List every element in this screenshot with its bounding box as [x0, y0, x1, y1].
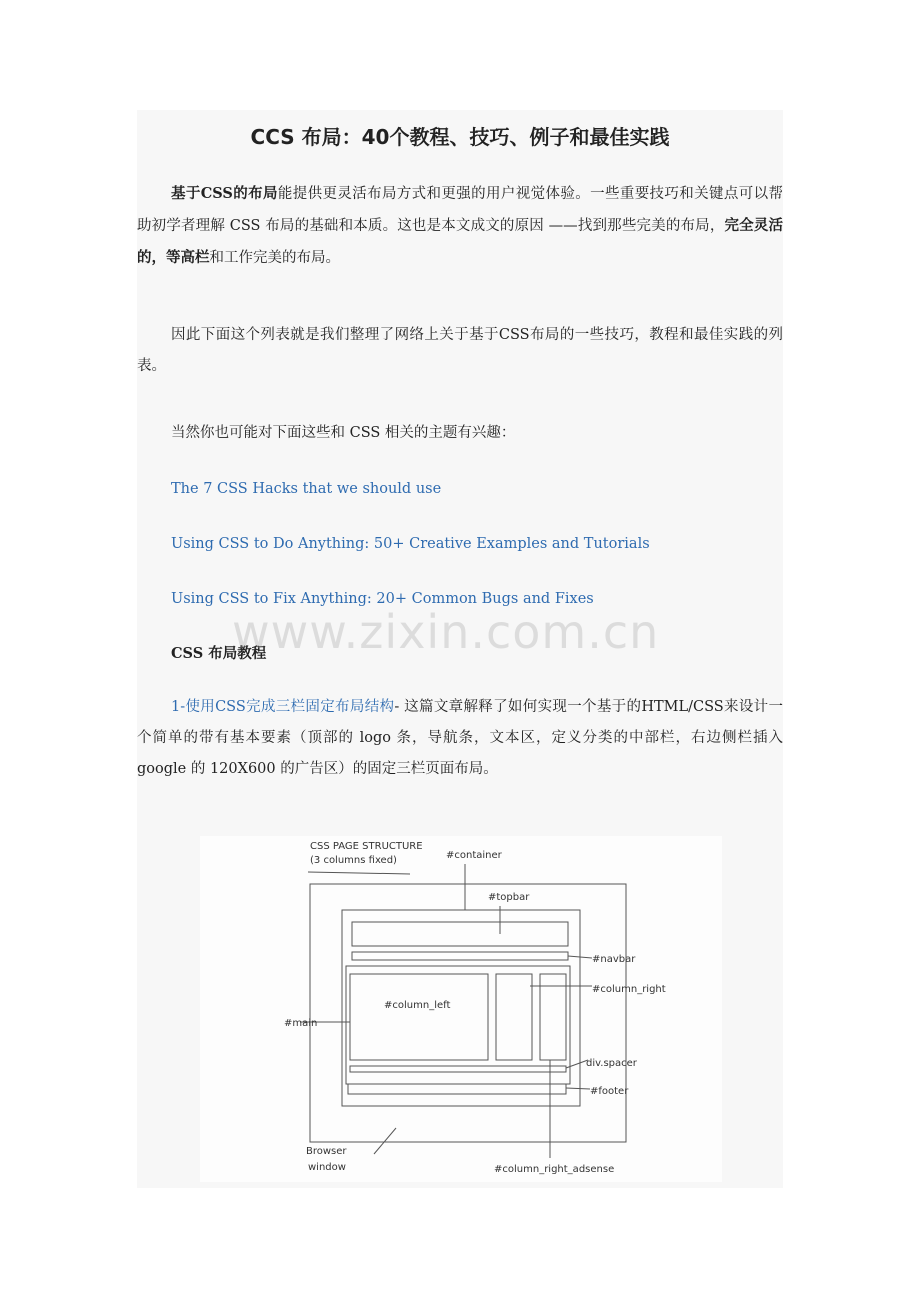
browser-window-box — [310, 884, 626, 1142]
article-title: CCS 布局：40个教程、技巧、例子和最佳实践 — [250, 125, 670, 149]
label-adsense: #column_right_adsense — [494, 1164, 615, 1175]
tutorial-item-1 — [137, 692, 783, 785]
figure-heading-2: (3 columns fixed) — [310, 855, 397, 866]
label-spacer: div.spacer — [586, 1058, 637, 1069]
related-link-css-anything[interactable]: Using CSS to Do Anything: 50+ Creative Examples and Tutorials — [171, 536, 650, 552]
label-column-left: #column_left — [384, 1000, 451, 1011]
intro-paragraph — [137, 178, 783, 274]
tutorial-link-three-column[interactable]: 使用CSS完成三栏固定布局结构 — [185, 699, 395, 715]
intro-text-2: 和工作完美的布局。 — [209, 250, 340, 266]
item-description: - 这篇文章解释了如何实现一个基于的HTML/CSS来设计一个简单的带有基本要素（顶部的 logo 条，导航条，文本区，定义分类的中部栏，右边侧栏插入 google 的 120X600 的广告区）的固定三栏页面布局。 — [137, 699, 783, 777]
watermark: www.zixin.com.cn — [232, 605, 660, 659]
column-left-box — [350, 974, 488, 1060]
label-browser-2: window — [308, 1162, 346, 1173]
intro-bold-phrase: 基于CSS的布局 — [171, 185, 278, 202]
intro-text-1: 能提供更灵活布局方式和更强的用户视觉体验。一些重要技巧和关键点可以帮助初学者理解 CSS 布局的基础和本质。这也是本文成文的原因 ——找到那些完美的布局， — [137, 186, 783, 234]
column-right-box — [496, 974, 532, 1060]
label-topbar: #topbar — [488, 892, 530, 903]
label-browser-1: Browser — [306, 1146, 347, 1157]
intro-bold-mid: 完全灵活的，等高栏 — [137, 217, 784, 266]
related-topics-paragraph: 当然你也可能对下面这些和 CSS 相关的主题有兴趣： — [171, 425, 516, 441]
container-box — [342, 910, 580, 1106]
label-footer: #footer — [590, 1086, 629, 1097]
label-column-right: #column_right — [592, 984, 666, 995]
topbar-box — [352, 922, 568, 946]
layout-sketch-svg — [200, 836, 722, 1182]
layout-sketch-figure — [200, 836, 722, 1182]
label-main: #main — [284, 1018, 318, 1029]
spacer-box — [350, 1066, 566, 1072]
section-heading: CSS 布局教程 — [171, 645, 267, 662]
related-link-css-hacks[interactable]: The 7 CSS Hacks that we should use — [171, 481, 442, 497]
footer-box — [348, 1084, 566, 1094]
label-navbar: #navbar — [592, 954, 636, 965]
item-number: 1- — [171, 699, 186, 715]
label-container: #container — [446, 850, 502, 861]
adsense-box — [540, 974, 566, 1060]
navbar-box — [352, 952, 568, 960]
related-link-css-fix[interactable]: Using CSS to Fix Anything: 20+ Common Bugs and Fixes — [171, 591, 594, 607]
figure-heading-1: CSS PAGE STRUCTURE — [310, 841, 423, 852]
list-intro-paragraph: 因此下面这个列表就是我们整理了网络上关于基于CSS布局的一些技巧，教程和最佳实践的列表。 — [137, 327, 783, 374]
